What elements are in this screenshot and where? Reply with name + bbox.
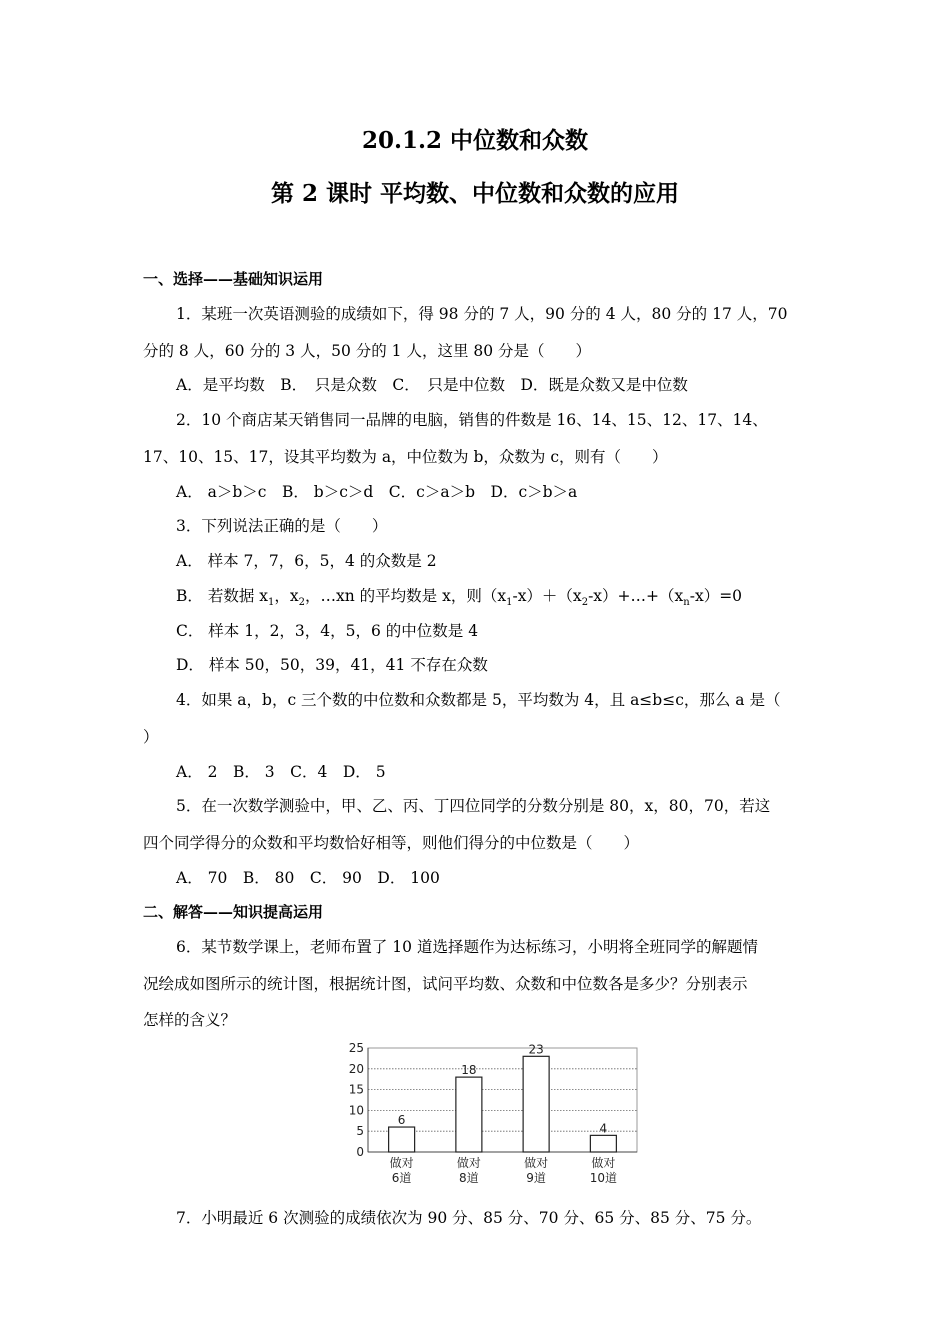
bar-chart xyxy=(340,1036,640,1188)
q4-options: A． 2 B． 3 C．4 D． 5 xyxy=(176,763,386,781)
chart-bar xyxy=(389,1127,415,1152)
q1-line1: 1．某班一次英语测验的成绩如下，得 98 分的 7 人，90 分的 4 人，80 分的 17 人，70 xyxy=(176,305,788,323)
chart-x-tick-label: 10道 xyxy=(589,1171,618,1185)
chart-data-label: 23 xyxy=(528,1042,544,1057)
q4-line1: 4．如果 a，b，c 三个数的中位数和众数都是 5，平均数为 4，且 a≤b≤c，那么 a 是（ xyxy=(176,691,781,709)
q2-line1: 2．10 个商店某天销售同一品牌的电脑，销售的件数是 16、14、15、12、17、14、 xyxy=(176,411,768,429)
q3-option-b: B． 若数据 $x_1$，$x_2$，…xn 的平均数是 x，则$(x_1-x)+(x_2-x)+\dots+(x_n-x)=0$ xyxy=(176,587,743,609)
chart-bar xyxy=(523,1056,549,1152)
chart-x-tick-label: 8道 xyxy=(459,1171,479,1185)
q5-line1: 5．在一次数学测验中，甲、乙、丙、丁四位同学的分数分别是 80，x，80，70，若这 xyxy=(176,797,771,815)
chart-bar xyxy=(590,1135,616,1152)
chart-y-tick-label: 0 xyxy=(356,1145,364,1159)
q5-options: A． 70 B． 80 C． 90 D． 100 xyxy=(176,869,440,887)
chart-bar xyxy=(456,1077,482,1152)
q1-line2: 分的 8 人，60 分的 3 人，50 分的 1 人，这里 80 分是（ ） xyxy=(143,342,592,360)
chart-x-tick-label: 6道 xyxy=(391,1171,412,1185)
q7-line1: 7．小明最近 6 次测验的成绩依次为 90 分、85 分、70 分、65 分、85 分、75 分。 xyxy=(176,1209,762,1227)
q6-line2: 况绘成如图所示的统计图，根据统计图，试问平均数、众数和中位数各是多少？分别表示 xyxy=(143,975,748,993)
chart-data-label: 4 xyxy=(599,1121,608,1136)
section-heading-choice: 一、选择——基础知识运用 xyxy=(143,270,324,288)
chart-y-tick-label: 5 xyxy=(356,1124,364,1139)
q3-stem: 3．下列说法正确的是（ ） xyxy=(176,517,388,535)
page-subtitle: 第 2 课时 平均数、中位数和众数的应用 xyxy=(270,180,680,207)
q1-options: A．是平均数 B． 只是众数 C． 只是中位数 D．既是众数又是中位数 xyxy=(176,376,688,394)
q2-options: A． a＞b＞c B． b＞c＞d C．c＞a＞b D．c＞b＞a xyxy=(176,483,578,501)
q5-line2: 四个同学得分的众数和平均数恰好相等，则他们得分的中位数是（ ） xyxy=(143,834,640,852)
q6-line1: 6．某节数学课上，老师布置了 10 道选择题作为达标练习，小明将全班同学的解题情 xyxy=(176,938,758,956)
page-title: 20.1.2 中位数和众数 xyxy=(361,127,589,154)
chart-x-tick-label: 做对 xyxy=(389,1156,414,1170)
q6-line3: 怎样的含义？ xyxy=(143,1011,237,1029)
chart-x-tick-label: 9道 xyxy=(526,1171,546,1185)
chart-x-tick-label: 做对 xyxy=(524,1156,549,1170)
q4-line2: ） xyxy=(143,728,159,746)
q3-option-c: C． 样本 1，2，3，4，5，6 的中位数是 4 xyxy=(176,622,479,640)
chart-x-tick-label: 做对 xyxy=(591,1156,616,1170)
q3-option-d: D． 样本 50，50，39，41，41 不存在众数 xyxy=(176,656,488,674)
chart-y-tick-label: 15 xyxy=(348,1082,364,1097)
chart-x-tick-label: 做对 xyxy=(456,1156,481,1170)
chart-y-tick-label: 25 xyxy=(348,1041,364,1055)
chart-data-label: 6 xyxy=(397,1113,406,1128)
chart-y-tick-label: 10 xyxy=(348,1103,364,1118)
chart-data-label: 18 xyxy=(461,1063,477,1078)
chart-y-tick-label: 20 xyxy=(348,1061,364,1076)
section-heading-answer: 二、解答——知识提高运用 xyxy=(143,903,324,921)
q2-line2: 17、10、15、17，设其平均数为 a，中位数为 b，众数为 c，则有（ ） xyxy=(143,448,668,466)
q3-option-a: A． 样本 7，7，6，5，4 的众数是 2 xyxy=(176,552,437,570)
